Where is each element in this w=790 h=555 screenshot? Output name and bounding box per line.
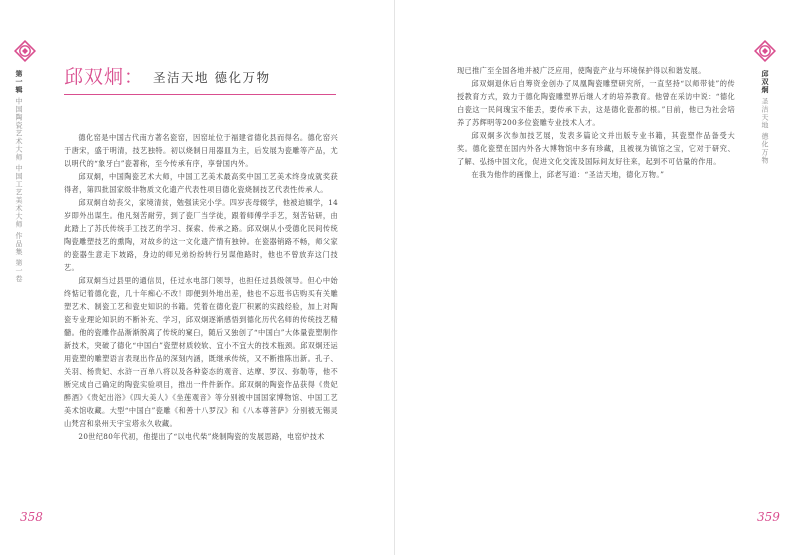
title-subtitle: 圣洁天地 德化万物	[153, 70, 271, 85]
paragraph: 邱双炯多次参加技艺展，发表多篇论文并出版专业书籍，其瓷塑作品备受大奖。德化瓷塑在国内外各大博物馆中多有珍藏，且被视为镇馆之宝，它对于研究、了解、弘扬中国文化，促进文化交流及国际间友好往来，起到不可估量的作用。	[457, 131, 735, 166]
right-side-vertical-text	[760, 70, 769, 190]
article-title	[64, 66, 336, 94]
paragraph: 20世纪80年代初，他提出了“以电代柴”烧制陶瓷的发展思路，电窑炉技术	[78, 432, 325, 441]
paragraph: 邱双炯退休后自筹资金创办了凤凰陶瓷雕塑研究所，一直坚持“以师带徒”的传授教育方式，致力于德化陶瓷雕塑界后继人才的培养教育。他曾在采访中说：“德化白瓷这一民间瑰宝不能丢，要传承下去，这是德化瓷都的根。”目前，他已为社会培养了苏辉明等200多位瓷雕专业技术人才。	[457, 79, 735, 127]
page-number-left: 358	[20, 510, 43, 524]
left-body-text	[64, 131, 338, 443]
paragraph-continued: 现已推广至全国各地并被广泛应用，使陶瓷产业与环境保护得以和谐发展。	[457, 66, 706, 75]
paragraph: 邱双炯，中国陶瓷艺术大师，中国工艺美术最高奖中国工艺美术终身成就奖获得者，第四批国家级非物质文化遗产代表性项目德化瓷烧制技艺代表性传承人。	[64, 172, 338, 194]
publisher-emblem-icon	[14, 40, 36, 62]
title-colon: ：	[124, 66, 145, 88]
side-artist-name: 邱双炯	[761, 70, 769, 94]
side-volume-label: 第一卷	[15, 258, 23, 283]
right-body-text	[457, 64, 735, 181]
side-series-label: 第一辑	[15, 70, 23, 94]
title-underline	[64, 94, 336, 95]
page-number-right: 359	[757, 510, 780, 524]
title-name	[64, 66, 144, 88]
paragraph: 邱双炯自幼丧父，家境清贫，勉强读完小学。四岁丧母辍学，他被迫辍学，14岁即外出谋生。他凡刻苦耐劳，到了瓷厂当学徒，跟着师傅学手艺，刻苦钻研，由此踏上了苏氏传统手工技艺的学习、探索、传承之路。邱双炯从小受德化民间传统陶瓷雕塑技艺的熏陶，对故乡的这一文化遗产情有独钟。在瓷器销路不畅，师父家的瓷器生意走下坡路，身边的师兄弟纷纷转行另谋他路时，他也不曾放弃这门技艺。	[64, 198, 338, 272]
side-book-title: 中国陶瓷艺术大师 中国工艺美术大师 作品集	[15, 97, 23, 256]
paragraph: 在我为他作的画像上，邱老写道：“圣洁天地，德化万物。”	[471, 170, 665, 179]
title-name-text: 邱双炯	[64, 66, 125, 88]
side-article-subtitle: 圣洁天地 德化万物	[761, 97, 769, 165]
paragraph: 德化窑是中国古代南方著名瓷窑，因窑址位于福建省德化县而得名。德化窑兴于唐宋，盛于明清，技艺独特。初以烧制日用器皿为主，后发展为瓷雕等产品，尤以明代的“象牙白”瓷著称，至今传承有序，享誉国内外。	[64, 133, 338, 168]
publisher-emblem-icon	[754, 40, 776, 62]
paragraph: 邱双炯当过县里的通信员，任过水电部门领导，也担任过县级领导。但心中始终惦记着德化瓷，几十年痴心不改！即便到外地出差，他也不忘逛书店购买有关雕塑艺术、制瓷工艺和瓷史知识的书籍。凭着在德化瓷厂积累的实践经验，加上对陶瓷专业理论知识的不断补充、学习，邱双炯逐渐感悟到德化历代名师的传统技艺精髓。他的瓷雕作品渐渐脱离了传统的窠臼，随后又独创了“中国白”大体量瓷塑制作新技术，突破了德化“中国白”瓷塑材质较软、宜小不宜大的技术瓶颈。邱双炯还运用瓷塑的雕塑语言表现出作品的深刻内涵，既继承传统，又不断推陈出新。孔子、关羽、杨贵妃、水浒一百单八将以及各种姿态的观音、达摩、罗汉、弥勒等，他不断完成自己确定的陶瓷实验项目，推出一件件新作。邱双炯的陶瓷作品获得《贵妃醉酒》《贵妃出浴》《四大美人》《坐莲观音》等分别被中国国家博物馆、中国工艺美术馆收藏。大型“中国白”瓷雕《和善十八罗汉》和《八本尊菩萨》分别被无锡灵山梵宫和泉州天宇宝塔永久收藏。	[64, 276, 338, 428]
right-page	[395, 0, 790, 555]
left-side-vertical-text	[14, 70, 23, 300]
